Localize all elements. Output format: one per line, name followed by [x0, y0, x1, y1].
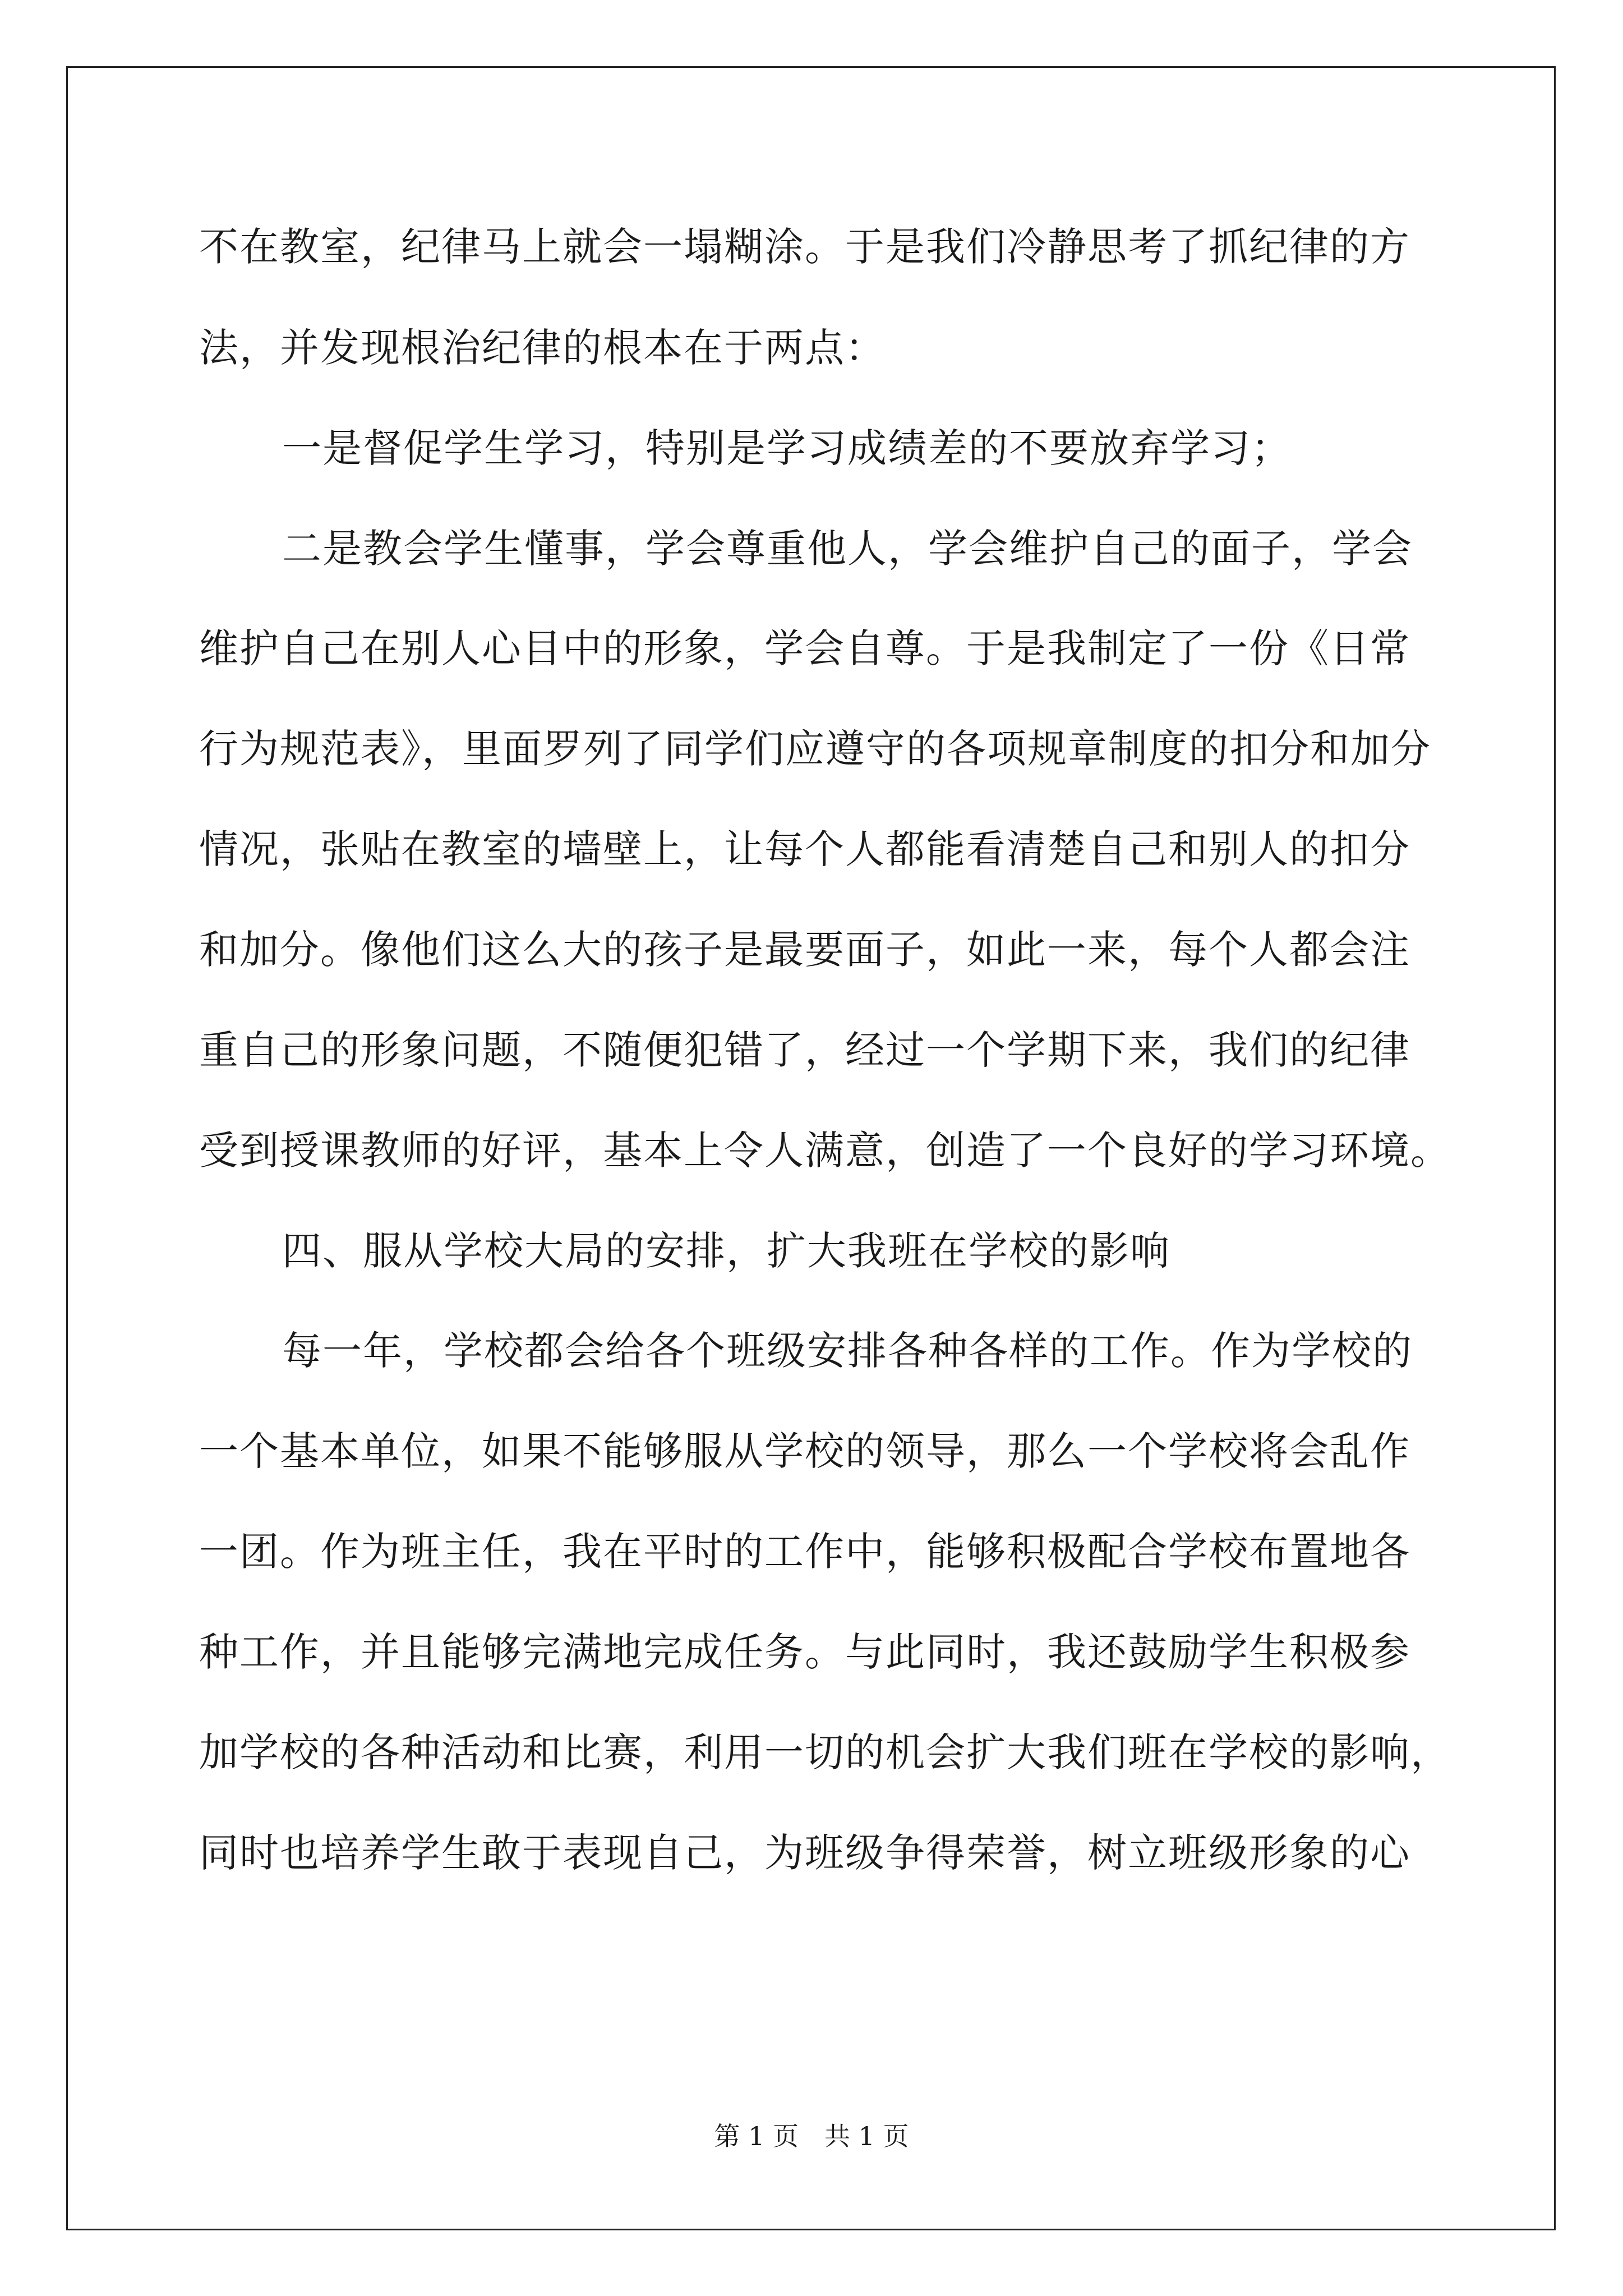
text-line: 加学校的各种活动和比赛，利用一切的机会扩大我们班在学校的影响， — [199, 1729, 1451, 1775]
text-line: 行为规范表》，里面罗列了同学们应遵守的各项规章制度的扣分和加分 — [199, 726, 1431, 772]
text-line: 和加分。像他们这么大的孩子是最要面子，如此一来，每个人都会注 — [199, 927, 1410, 973]
text-line: 重自己的形象问题，不随便犯错了，经过一个学期下来，我们的纪律 — [199, 1027, 1410, 1073]
text-line: 同时也培养学生敢于表现自己，为班级争得荣誉，树立班级形象的心 — [199, 1830, 1410, 1876]
text-line: 每一年，学校都会给各个班级安排各种各样的工作。作为学校的 — [282, 1328, 1413, 1374]
text-line: 维护自己在别人心目中的形象，学会自尊。于是我制定了一份《日常 — [199, 625, 1410, 671]
text-line: 二是教会学生懂事，学会尊重他人，学会维护自己的面子，学会 — [282, 526, 1413, 572]
section-heading: 四、服从学校大局的安排，扩大我班在学校的影响 — [282, 1228, 1170, 1274]
page-number: 第 1 页 共 1 页 — [714, 2121, 909, 2151]
text-line: 受到授课教师的好评，基本上令人满意，创造了一个良好的学习环境。 — [199, 1128, 1451, 1174]
text-line: 情况，张贴在教室的墙壁上，让每个人都能看清楚自己和别人的扣分 — [199, 826, 1410, 872]
text-line: 一是督促学生学习，特别是学习成绩差的不要放弃学习； — [282, 425, 1292, 471]
text-line: 不在教室，纪律马上就会一塌糊涂。于是我们冷静思考了抓纪律的方 — [199, 224, 1410, 270]
text-line: 法，并发现根治纪律的根本在于两点： — [199, 325, 886, 371]
text-line: 一团。作为班主任，我在平时的工作中，能够积极配合学校布置地各 — [199, 1529, 1410, 1575]
text-line: 种工作，并且能够完满地完成任务。与此同时，我还鼓励学生积极参 — [199, 1629, 1410, 1675]
text-line: 一个基本单位，如果不能够服从学校的领导，那么一个学校将会乱作 — [199, 1428, 1410, 1474]
